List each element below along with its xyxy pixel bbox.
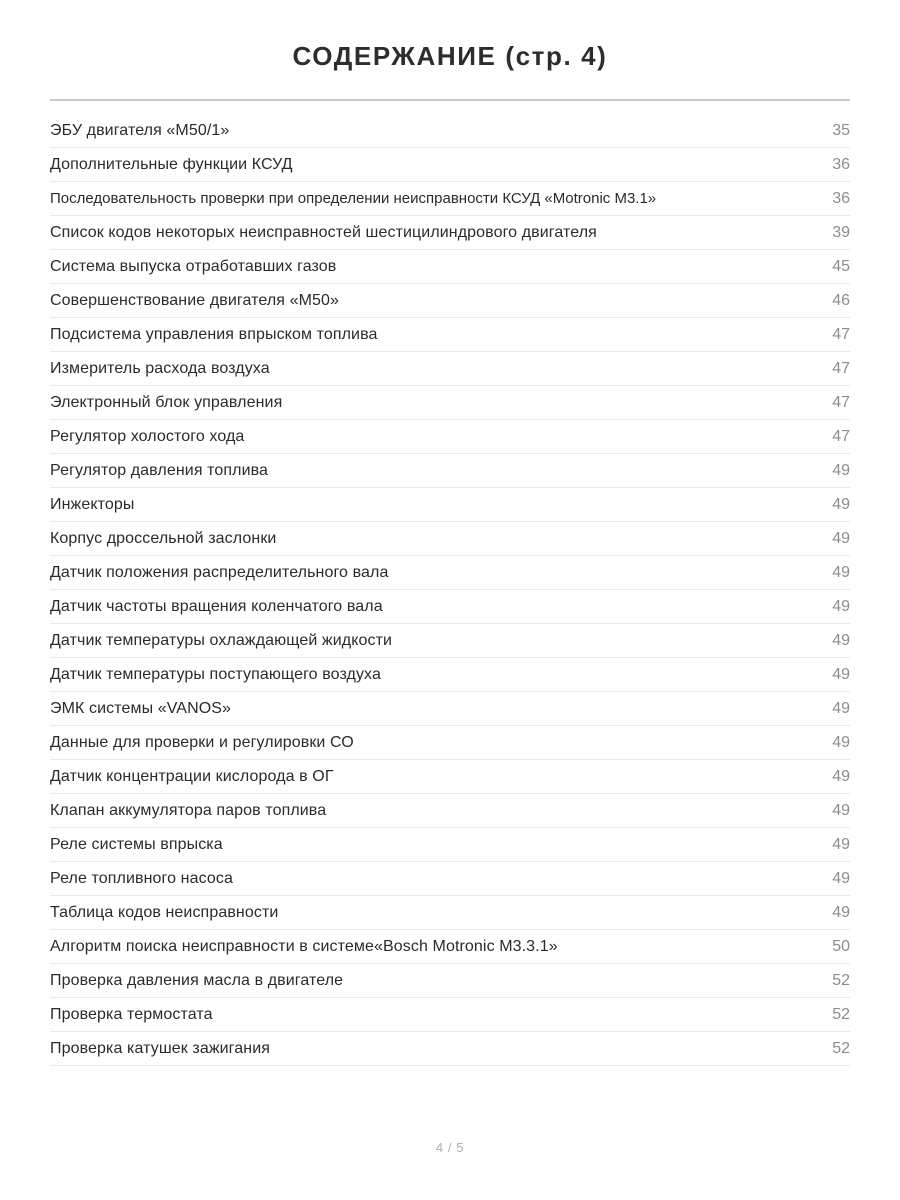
toc-entry-label: Совершенствование двигателя «М50» (50, 292, 340, 309)
toc-entry[interactable] (50, 692, 850, 726)
toc-entry-page-number: 52 (832, 1040, 850, 1057)
toc-entry-label: Список кодов некоторых неисправностей шестицилиндрового двигателя (50, 224, 597, 241)
toc-entry[interactable] (50, 216, 850, 250)
toc-entry-page-number: 52 (832, 1006, 850, 1023)
toc-entry[interactable] (50, 760, 850, 794)
toc-entry[interactable] (50, 964, 850, 998)
toc-entry-label: Клапан аккумулятора паров топлива (50, 802, 327, 819)
toc-entry-label: ЭБУ двигателя «М50/1» (50, 122, 230, 139)
toc-entry[interactable] (50, 114, 850, 148)
toc-entry-page-number: 35 (832, 122, 850, 139)
toc-entry-label: Датчик концентрации кислорода в ОГ (50, 768, 334, 785)
toc-entry[interactable] (50, 488, 850, 522)
toc-entry-page-number: 52 (832, 972, 850, 989)
toc-entry-label: Датчик положения распределительного вала (50, 564, 389, 581)
toc-entry[interactable] (50, 998, 850, 1032)
toc-entry-page-number: 49 (832, 870, 850, 887)
toc-entry[interactable] (50, 658, 850, 692)
toc-entry[interactable] (50, 522, 850, 556)
toc-entry-label: Корпус дроссельной заслонки (50, 530, 277, 547)
toc-entry[interactable] (50, 896, 850, 930)
toc-entry-label: Регулятор холостого хода (50, 428, 245, 445)
toc-entry[interactable] (50, 250, 850, 284)
toc-entry-page-number: 36 (832, 156, 850, 173)
toc-entry-label: ЭМК системы «VANOS» (50, 700, 232, 717)
page-title: СОДЕРЖАНИЕ (стр. 4) (292, 41, 608, 71)
toc-entry-label: Проверка термостата (50, 1006, 213, 1023)
toc-entry-label: Инжекторы (50, 496, 135, 513)
toc-entry[interactable] (50, 828, 850, 862)
toc-entry[interactable] (50, 556, 850, 590)
toc-entry[interactable] (50, 284, 850, 318)
toc-entry-page-number: 50 (832, 938, 850, 955)
toc-entry-label: Датчик температуры охлаждающей жидкости (50, 632, 393, 649)
toc-entry[interactable] (50, 454, 850, 488)
toc-entry-page-number: 49 (832, 768, 850, 785)
toc-entry-page-number: 49 (832, 836, 850, 853)
toc-entry-page-number: 49 (832, 666, 850, 683)
toc-entry-label: Регулятор давления топлива (50, 462, 269, 479)
toc-entry-page-number: 49 (832, 700, 850, 717)
toc-entry[interactable] (50, 352, 850, 386)
toc-entry-label: Дополнительные функции КСУД (50, 156, 293, 173)
toc-entry-label: Проверка давления масла в двигателе (50, 972, 344, 989)
toc-entry-label: Измеритель расхода воздуха (50, 360, 270, 377)
toc-entry-list (50, 114, 850, 1066)
toc-entry-label: Алгоритм поиска неисправности в системе«Bosch Motronic M3.3.1» (50, 938, 558, 955)
toc-entry-label: Данные для проверки и регулировки СО (50, 734, 354, 751)
toc-entry[interactable] (50, 590, 850, 624)
toc-entry-page-number: 49 (832, 530, 850, 547)
toc-entry-page-number: 49 (832, 598, 850, 615)
toc-entry-page-number: 47 (832, 428, 850, 445)
toc-entry-page-number: 49 (832, 734, 850, 751)
title-divider (50, 99, 850, 101)
toc-entry[interactable] (50, 386, 850, 420)
toc-entry-page-number: 49 (832, 496, 850, 513)
toc-entry-page-number: 47 (832, 360, 850, 377)
toc-entry-page-number: 49 (832, 564, 850, 581)
toc-entry-label: Система выпуска отработавших газов (50, 258, 337, 275)
toc-entry[interactable] (50, 726, 850, 760)
toc-entry-page-number: 45 (832, 258, 850, 275)
toc-entry-page-number: 46 (832, 292, 850, 309)
toc-entry[interactable] (50, 1032, 850, 1066)
toc-entry-label: Проверка катушек зажигания (50, 1040, 270, 1057)
toc-entry-label: Реле топливного насоса (50, 870, 233, 887)
toc-entry-page-number: 47 (832, 394, 850, 411)
toc-entry-page-number: 49 (832, 802, 850, 819)
toc-entry-label: Таблица кодов неисправности (50, 904, 279, 921)
toc-entry-page-number: 49 (832, 632, 850, 649)
toc-entry-label: Последовательность проверки при определении неисправности КСУД «Motronic M3.1» (50, 190, 657, 207)
toc-entry-page-number: 36 (832, 190, 850, 207)
toc-entry-page-number: 47 (832, 326, 850, 343)
toc-entry[interactable] (50, 862, 850, 896)
toc-entry-page-number: 49 (832, 462, 850, 479)
toc-entry-label: Электронный блок управления (50, 394, 283, 411)
toc-entry[interactable] (50, 794, 850, 828)
page-indicator: 4 / 5 (435, 1140, 465, 1155)
toc-entry-label: Реле системы впрыска (50, 836, 223, 853)
toc-entry-label: Датчик температуры поступающего воздуха (50, 666, 381, 683)
toc-entry[interactable] (50, 148, 850, 182)
toc-entry-label: Подсистема управления впрыском топлива (50, 326, 378, 343)
toc-entry[interactable] (50, 420, 850, 454)
toc-entry-page-number: 39 (832, 224, 850, 241)
toc-entry[interactable] (50, 624, 850, 658)
toc-entry[interactable] (50, 182, 850, 216)
toc-entry[interactable] (50, 318, 850, 352)
toc-entry[interactable] (50, 930, 850, 964)
toc-entry-page-number: 49 (832, 904, 850, 921)
toc-entry-label: Датчик частоты вращения коленчатого вала (50, 598, 383, 615)
